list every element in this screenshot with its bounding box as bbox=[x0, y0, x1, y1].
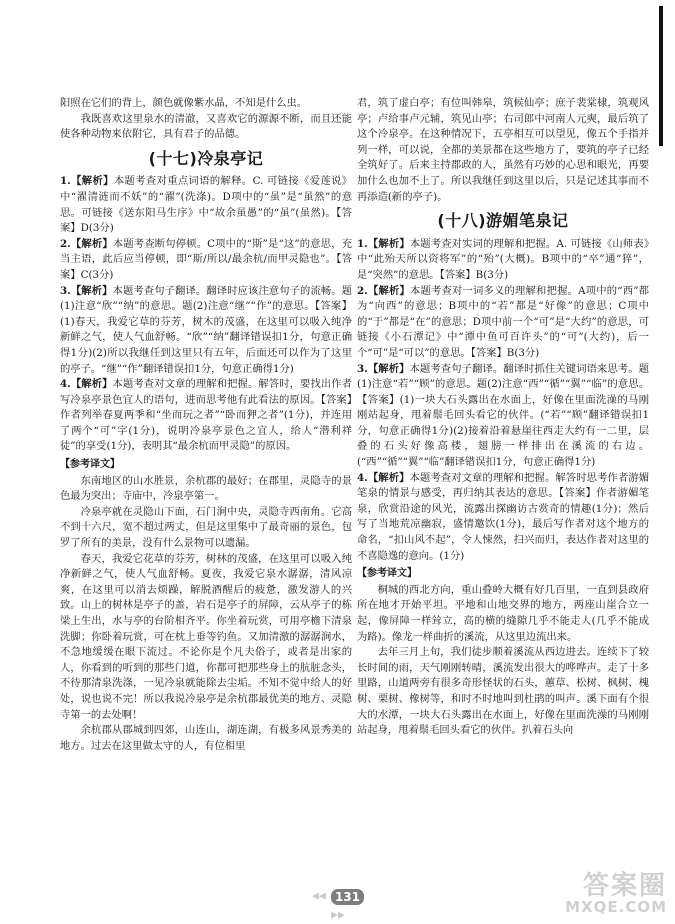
watermark-logo: 答案圈 bbox=[582, 871, 667, 901]
paragraph: 我既喜欢这里泉水的清澈，又喜欢它的源源不断，而且还能使各种动物来依附它，具有君子的品德。 bbox=[60, 112, 352, 141]
answer-item bbox=[60, 377, 352, 455]
page-number bbox=[308, 886, 368, 921]
right-arrow-icon: ▶▶ bbox=[331, 910, 345, 921]
answer-number: 1. bbox=[357, 237, 368, 250]
section-title: (十八)游媚笔泉记 bbox=[437, 211, 569, 231]
paragraph: 桐城的西北方向，重山叠岭大概有好几百里，一直到县政府所在地才开始平坦。平地和山地交界的地方，两座山崖合立一起，像屏障一样耸立，高的横的缝隙几乎不能走人(几乎不能成为路)。像龙一样曲折的溪流，从这里边流出来。 bbox=[357, 583, 649, 643]
answer-number: 1. bbox=[60, 175, 71, 188]
section-title: (十七)冷泉亭记 bbox=[148, 148, 264, 168]
paragraph: 去年三月上旬，我们徒步顺着溪流从西边进去。连续下了较长时间的雨，天气刚刚转晴，溪流发出很大的哗哗声。走了十多里路，山道两旁有很多奇形怪状的石头，蕙草、松树、枫树、槐树、栗树、橡树等，和时不时地叫到杜鹃的叫声。溪下面有个很大的水潭，一块大石头露出在水面上，好像在里面洗澡的马刚刚站起身，甩着鬃毛回头看它的伙伴。扒着石头向 bbox=[357, 646, 649, 737]
answer-number: 3. bbox=[60, 284, 71, 297]
watermark bbox=[565, 865, 667, 916]
answer-item bbox=[357, 284, 649, 362]
right-column bbox=[357, 96, 649, 739]
paragraph: 君，筑了虚白亭；有位叫韩皋，筑候仙亭；庶子裴棠棣，筑观风亭；卢给事卢元辅，筑见山亭；右司郎中河南人元奭，最后筑了这个冷泉亭。在这种情况下，五亭相互可以望见，像五个手指并列一样，可以说，全都的美景都在这些地方了，要筑的亭子已经全筑好了。后来主持郡政的人，虽然有巧妙的心思和眼光，再要加什么也加不上了。所以我继任到这里以后，只是记述其事而不再添造(新的亭子)。 bbox=[357, 97, 649, 203]
answer-number: 2. bbox=[357, 284, 368, 297]
paragraph: 阳照在它们的背上，颜色就像紫水晶，不知是什么虫。 bbox=[60, 97, 308, 109]
answer-tag: 【解析】 bbox=[70, 284, 113, 297]
answer-tag: 【解析】 bbox=[70, 378, 113, 391]
answer-number: 3. bbox=[357, 362, 368, 375]
answer-tag: 【解析】 bbox=[70, 237, 113, 250]
answer-tag: 【解析】 bbox=[70, 175, 114, 188]
answer-item bbox=[60, 174, 352, 236]
answer-text: 本题考查句子翻译。翻译时应该注意句子的流畅。题(1)注意“欣”“纳”的意思。题(2)注意“继”“作”的意思。【答案】(1)春天，我爱它草的芬芳，树木的茂盛，在这里可以吸入纯净新鲜之气，使人气血舒畅。“欣”“纳”翻译错误扣1分，句意正确得1分)(2)所以我继任到这里只有五年，后面还可以作为了这里的亭子。“继”“作”翻译错误扣1分，句意正确得1分) bbox=[60, 284, 353, 375]
answer-text: 本题考查对文章的理解和把握。解答时，要找出作者写冷泉亭景色宜人的语句，进而思考他有此看法的原因。【答案】作者列举春夏两季和“坐而玩之者”“卧而狎之者”(1分)，并连用了两个“可”字(1分)，说明冷泉亭景色之宜人，给人“潜利祥徒”的享受(1分)，表明其“最余杭而甲灵隐”的原因。 bbox=[60, 378, 353, 453]
page-edge-bar bbox=[659, 6, 663, 146]
answer-number: 2. bbox=[60, 237, 71, 250]
answer-item bbox=[357, 471, 649, 565]
reference-translation-title: 【参考译文】 bbox=[60, 459, 120, 471]
watermark-url: MXQE.COM bbox=[565, 898, 667, 916]
answer-item bbox=[357, 362, 649, 471]
paragraph: 东南地区的山水胜景，余杭郡的最好；在郡里，灵隐寺的景色最为突出；寺庙中，冷泉亭第一。 bbox=[60, 474, 352, 503]
reference-translation-title: 【参考译文】 bbox=[357, 568, 417, 580]
answer-text: 本题考查句子翻译。翻译时抓住关键词语来思考。题(1)注意“若”“顾”的意思。题(2)注意“西”“循”“翼”“临”的意思。【答案】(1)一块大石头露出在水面上，好像在里面洗澡的马刚刚站起身，甩着鬃毛回头看它的伙伴。(“若”“顾”翻译错误扣1分，句意正确得1分)(2)接着沿着悬崖往西走大约有一二里，层叠的石头好像高楼，翅膀一样排出在溪流的右边。(“西”“循”“翼”“临”翻译错误扣1分，句意正确得1分) bbox=[357, 362, 650, 469]
answer-number: 4. bbox=[357, 471, 368, 484]
answer-item bbox=[60, 284, 352, 378]
answer-text: 本题考查对一词多义的理解和把握。A项中的“西”都为“向西”的意思；B项中的“若”都是“好像”的意思；C项中的“于”都是“在”的意思；D项中前一个“可”是“大约”的意思，可链接《小石潭记》中“潭中鱼可百许头”的“可”(大约)，后一个“可”是“可以”的意思。【答案】B(3分) bbox=[357, 284, 649, 359]
answer-tag: 【解析】 bbox=[367, 362, 410, 375]
answer-text: 本题考查对重点词语的解释。C. 可链接《爱莲说》中“濯清涟而不妖”的“濯”(洗涤)。D项中的“虽”是“虽然”的意思。可链接《送东阳马生序》中“故余虽愚”的“虽”(虽然)。【答案】D(3分) bbox=[60, 175, 353, 235]
page-number-badge: 131 bbox=[331, 889, 364, 905]
answer-tag: 【解析】 bbox=[367, 284, 410, 297]
answer-number: 4. bbox=[60, 378, 71, 391]
answer-text: 本题考查断句停顿。C项中的“斯”是“这”的意思，充当主语，此后应当停顿，即“斯/所以/最余杭/而甲灵隐也”。【答案】C(3分) bbox=[60, 237, 353, 281]
paragraph: 冷泉亭就在灵隐山下面，石门涧中央，灵隐寺西南角。它高不到十六尺，宽不超过两丈，但是这里集中了最奇丽的景色，包罗了所有的美景，没有什么景物可以遗漏。 bbox=[60, 505, 352, 550]
paragraph: 余杭郡从郡城到四郊，山连山，湖连湖，有极多风景秀美的地方。过去在这里做太守的人，有位相里 bbox=[60, 724, 352, 752]
left-column bbox=[60, 96, 352, 754]
answer-tag: 【解析】 bbox=[367, 471, 410, 484]
answer-item bbox=[357, 237, 649, 284]
answer-item bbox=[60, 237, 352, 284]
answer-text: 本题考查对实词的理解和把握。A. 可链接《山师表》中“此殆天所以资将军”的“殆”(大概)。B项中的“卒”通“猝”，是“突然”的意思。【答案】B(3分) bbox=[357, 237, 649, 281]
left-arrow-icon: ◀◀ bbox=[312, 891, 326, 902]
answer-tag: 【解析】 bbox=[367, 237, 410, 250]
answer-text: 本题考查对文章的理解和把握。解答时思考作者游媚笔泉的情景与感受，再归纳其表达的意思。【答案】作者游媚笔泉，欣赏沿途的风光，流露出探幽访古赏奇的情趣(1分)；然后写了当地荒凉幽寂，盛情邀饮(1分)，最后写作者对这个地方的命名，“扣山风不起”，令人悚然，扫兴而归，表达作者对这里的不喜隐逸的意向。(1分) bbox=[357, 471, 650, 562]
paragraph: 春天，我爱它花草的芬芳，树林的茂盛，在这里可以吸入纯净新鲜之气，使人气血舒畅。夏夜，我爱它泉水潺潺，清风凉爽，在这里可以消去烦躁，解脱酒醒后的疲惫，激发游人的兴致。山上的树林是亭子的盖，岩石是亭子的屏障，云从亭子的栋梁上生出，水与亭的台阶相齐平。你坐着玩赏，可用亭檐下清泉洗脚；你卧着玩赏，可在枕上垂等钓鱼。又加清激的潺潺涧水，不急地缓缓在眼下流过。不论你是个凡夫俗子，或者是出家的人，你看到的听到的那些门道，你都可把那些身上的肮脏念头，不待那清泉洗涤，一见冷泉就能除去尘垢。不知不觉中给人的好处，说也说不完！所以我说冷泉亭是余杭郡最优美的地方、灵隐寺第一的去处啊！ bbox=[60, 552, 352, 721]
